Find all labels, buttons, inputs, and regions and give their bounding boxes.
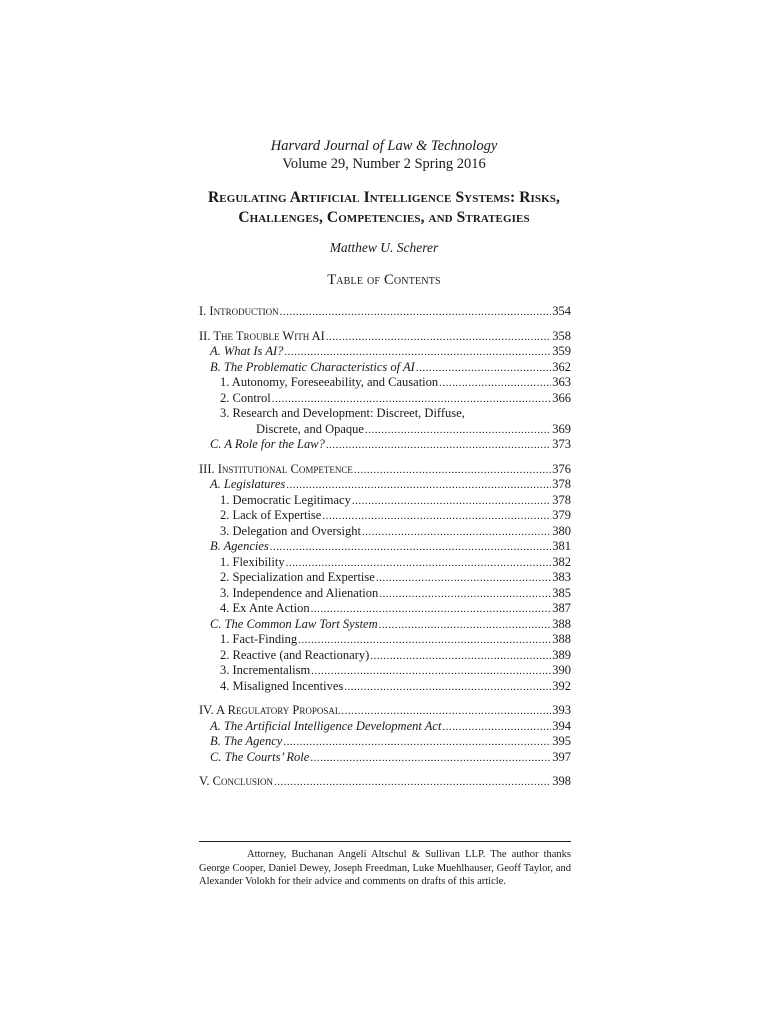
toc-entry-misaligned-incentives[interactable] [199,679,571,695]
toc-leader [379,617,552,634]
toc-entry-label: 4. Misaligned Incentives [220,678,344,693]
toc-entry-label: V. Conclusion [199,774,274,788]
toc-entry-role-for-law[interactable] [199,437,571,453]
toc-entry-label: B. Agencies [210,539,269,553]
toc-entry-page: 392 [552,678,571,693]
toc-entry-reactive[interactable] [199,648,571,664]
toc-leader [274,774,551,791]
toc-entry-label: III. Institutional Competence [199,461,353,476]
journal-volume: Volume 29, Number 2 Spring 2016 [282,156,486,172]
toc-entry-label: C. The Common Law Tort System [210,616,378,631]
toc-entry-label: A. The Artificial Intelligence Development Act [210,718,442,733]
toc-entry-label: II. The Trouble With AI [199,328,325,343]
toc-entry-label: Discrete, and Opaque [256,421,364,436]
toc-entry-page: 394 [552,718,571,733]
toc-entry-page: 395 [552,734,571,748]
toc-leader [270,539,551,556]
toc-entry-page: 385 [552,585,571,600]
toc-entry-courts-role[interactable] [199,750,571,766]
toc-entry-label: B. The Agency [210,734,283,748]
toc-leader [362,524,551,541]
toc-leader [310,750,551,767]
toc-entry-the-agency[interactable] [199,734,571,750]
toc-leader [272,391,552,408]
toc-entry-institutional-competence[interactable] [199,462,571,478]
toc-entry-control[interactable] [199,391,571,407]
toc-entry-introduction[interactable] [199,304,571,320]
toc-entry-label: A. Legislatures [210,477,286,491]
article-title-line-1: Regulating Artificial Intelligence Systems: Risks, [207,189,560,206]
toc-entry-label: 2. Control [220,390,271,405]
toc-entry-agencies[interactable] [199,539,571,555]
toc-entry-page: 378 [552,477,571,491]
toc-entry-problematic-characteristics[interactable] [199,360,571,376]
toc-entry-research-development-cont[interactable] [199,422,571,438]
toc-entry-democratic-legitimacy[interactable] [199,493,571,509]
toc-leader [341,703,551,720]
toc-entry-page: 379 [552,508,571,522]
toc-leader [298,632,551,649]
toc-leader [439,375,551,392]
article-author: Matthew U. Scherer [329,240,439,255]
toc-entry-page: 378 [552,492,571,507]
toc-entry-ex-ante-action[interactable] [199,601,571,617]
toc-entry-page: 362 [552,359,571,374]
toc-entry-label: I. Introduction [199,304,279,318]
toc-leader [284,344,551,361]
toc-entry-regulatory-proposal[interactable] [199,703,571,719]
toc-entry-page: 369 [552,421,571,436]
table-of-contents [199,304,571,790]
toc-entry-label: 1. Autonomy, Foreseeability, and Causation [220,375,439,389]
toc-entry-label: 3. Delegation and Oversight [220,523,361,538]
toc-entry-label: 3. Independence and Alienation [220,585,379,600]
toc-leader [311,663,551,680]
toc-entry-page: 359 [552,344,571,358]
journal-name: Harvard Journal of Law & Technology [270,138,498,154]
toc-entry-page: 388 [552,632,571,646]
toc-leader [283,734,551,751]
toc-entry-page: 390 [552,663,571,677]
toc-leader [376,570,551,587]
toc-entry-label: 2. Specialization and Expertise [220,570,375,584]
article-title-line-2: Challenges, Competencies, and Strategies [238,209,530,226]
toc-entry-label: 4. Ex Ante Action [220,601,310,615]
toc-leader [442,719,551,736]
toc-entry-page: 382 [552,554,571,569]
toc-entry-specialization[interactable] [199,570,571,586]
toc-entry-label: 3. Research and Development: Discreet, Diffuse, [220,406,465,420]
toc-leader [344,679,551,696]
toc-entry-label: 1. Fact-Finding [220,632,298,646]
toc-entry-page: 366 [552,390,571,405]
toc-entry-label: IV. A Regulatory Proposal [199,703,341,717]
toc-entry-page: 358 [552,328,571,343]
toc-leader [416,360,551,377]
toc-leader [326,329,551,346]
toc-leader [280,304,552,321]
toc-leader [326,437,551,454]
toc-entry-label: C. A Role for the Law? [210,437,325,451]
toc-entry-page: 398 [552,774,571,788]
toc-leader [352,493,551,510]
toc-entry-page: 381 [552,539,571,553]
toc-entry-label: 2. Lack of Expertise [220,508,322,522]
toc-entry-what-is-ai[interactable] [199,344,571,360]
toc-entry-label: 2. Reactive (and Reactionary) [220,647,370,662]
toc-entry-incrementalism[interactable] [199,663,571,679]
toc-entry-page: 363 [552,375,571,389]
toc-entry-label: 3. Incrementalism [220,663,311,677]
toc-entry-page: 383 [552,570,571,584]
toc-entry-aida[interactable] [199,719,571,735]
toc-entry-legislatures[interactable] [199,477,571,493]
toc-leader [311,601,552,618]
toc-entry-lack-of-expertise[interactable] [199,508,571,524]
toc-leader [365,422,551,439]
toc-entry-label: A. What Is AI? [210,344,284,358]
toc-entry-label: 1. Democratic Legitimacy [220,492,351,507]
toc-entry-label: C. The Courts’ Role [210,749,310,764]
toc-leader [322,508,551,525]
footnote-divider [199,841,571,842]
toc-leader [379,586,551,603]
toc-entry-trouble-with-ai[interactable] [199,329,571,345]
toc-entry-page: 387 [552,601,571,615]
toc-entry-page: 380 [552,523,571,538]
toc-entry-independence[interactable] [199,586,571,602]
toc-entry-page: 354 [552,304,571,318]
toc-entry-autonomy[interactable] [199,375,571,391]
toc-entry-research-development[interactable] [199,406,571,422]
toc-entry-page: 373 [552,437,571,451]
toc-entry-label: 1. Flexibility [220,554,285,569]
toc-leader [370,648,551,665]
article-title [150,188,618,228]
toc-heading: Table of Contents [327,272,441,288]
toc-entry-conclusion[interactable] [199,774,571,790]
toc-entry-delegation-oversight[interactable] [199,524,571,540]
toc-entry-page: 397 [552,749,571,764]
toc-entry-page: 376 [552,461,571,476]
toc-entry-common-law-tort[interactable] [199,617,571,633]
toc-entry-flexibility[interactable] [199,555,571,571]
toc-leader [286,477,551,494]
toc-entry-page: 388 [552,616,571,631]
author-footnote: Attorney, Buchanan Angeli Altschul & Sullivan LLP. The author thanks George Cooper, Daniel Dewey, Joseph Freedman, Luke Muehlhauser, Geoff Taylor, and Alexander Volokh for their advice and comments on drafts of this article. [199,849,571,887]
toc-leader [286,555,552,572]
toc-entry-fact-finding[interactable] [199,632,571,648]
toc-leader [354,462,551,479]
toc-entry-page: 389 [552,647,571,662]
toc-entry-page: 393 [552,703,571,717]
toc-entry-label: B. The Problematic Characteristics of AI [210,359,415,374]
